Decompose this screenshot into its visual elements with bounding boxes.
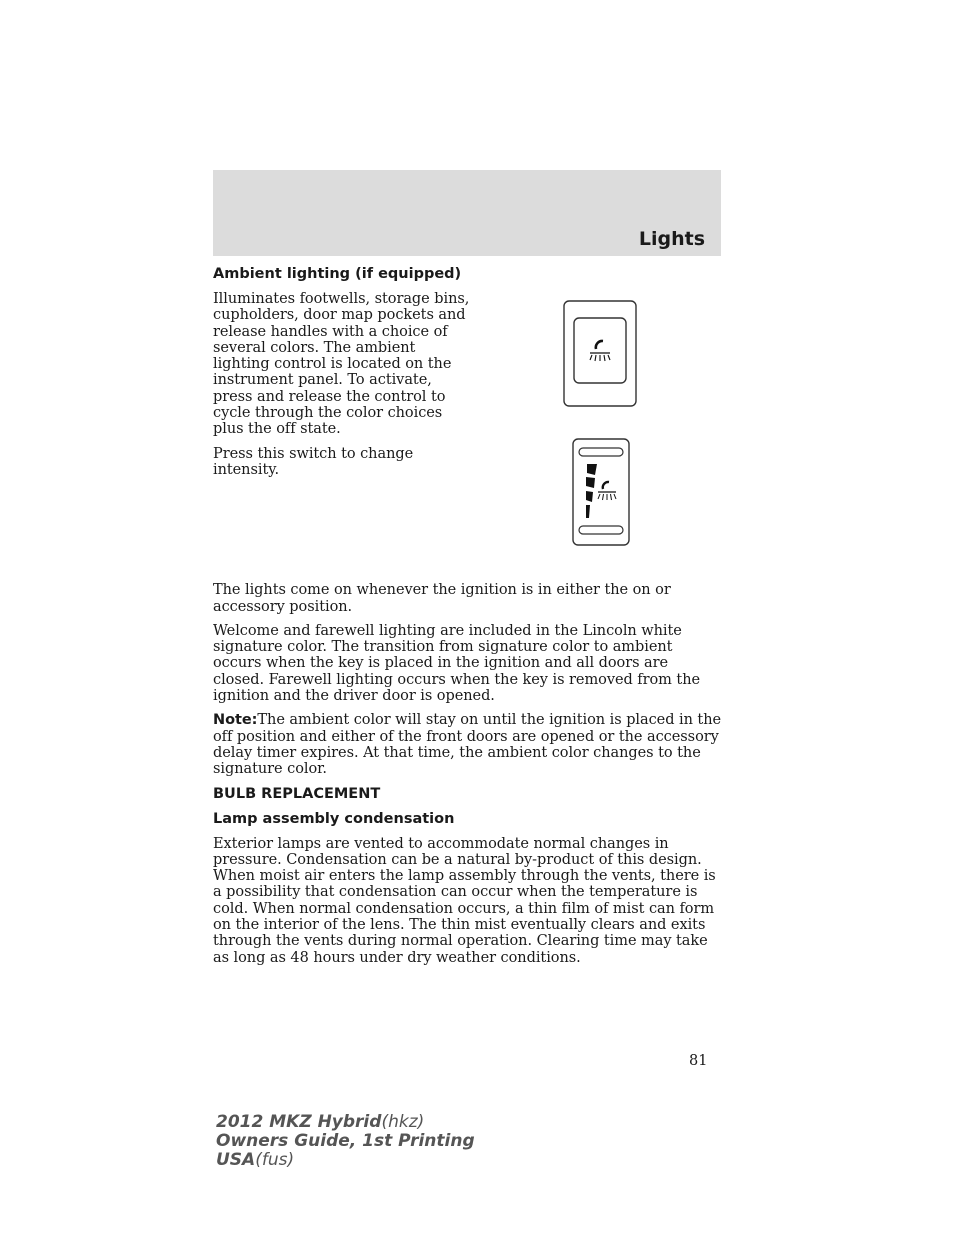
ambient-note [213,712,723,777]
bulb-replacement-heading: BULB REPLACEMENT [213,785,381,802]
ambient-paragraph-1: Illuminates footwells, storage bins, cupholders, door map pockets and release handles with a choice of several colors. The ambient lighting control is located on the instrument panel. To activate, press and release the control to cycle through the color choices plus the off state. [213,291,470,438]
ambient-light-icon [563,300,637,407]
page-content [213,266,723,974]
footer-model-code: (hkz) [381,1112,425,1132]
ambient-paragraph-2: Press this switch to change intensity. [213,445,414,478]
intensity-switch-icon [572,438,630,546]
ambient-paragraph-3: The lights come on whenever the ignition is in either the on or accessory position. [213,582,671,615]
note-label: Note: [213,712,258,729]
section-title: Lights [638,228,705,250]
ambient-paragraph-4: Welcome and farewell lighting are included in the Lincoln white signature color. The transition from signature color to ambient occurs when the key is placed in the ignition and all doors are closed. Farewell lighting occurs when the key is removed from the ignition and the driver door is opened. [213,622,701,705]
footer-line-2 [216,1132,475,1151]
footer-line-1 [216,1113,475,1132]
section-header-band [213,170,721,256]
note-text: The ambient color will stay on until the ignition is placed in the off position and either of the front doors are opened or the accessory delay timer expires. At that time, the ambient color changes to the signature color. [213,712,722,778]
condensation-paragraph: Exterior lamps are vented to accommodate normal changes in pressure. Condensation can be a natural by-product of this design. When moist air enters the lamp assembly through the vents, there is a possibility that condensation can occur when the temperature is cold. When normal condensation occurs, a thin film of mist can form on the interior of the lens. The thin mist eventually clears and exits through the vents during normal operation. Clearing time may take as long as 48 hours under dry weather conditions. [213,835,716,966]
footer-line-3 [216,1151,475,1170]
footer-market-code: (fus) [255,1150,295,1170]
ambient-lighting-title: Ambient lighting (if equipped) [213,266,462,282]
footer-printing: Owners Guide, 1st Printing [216,1131,475,1151]
footer [216,1113,475,1170]
footer-model: 2012 MKZ Hybrid [216,1112,382,1132]
page-number: 81 [689,1053,708,1069]
lamp-condensation-subheading: Lamp assembly condensation [213,810,455,827]
footer-market: USA [216,1150,256,1170]
figure-spacer [213,486,723,582]
